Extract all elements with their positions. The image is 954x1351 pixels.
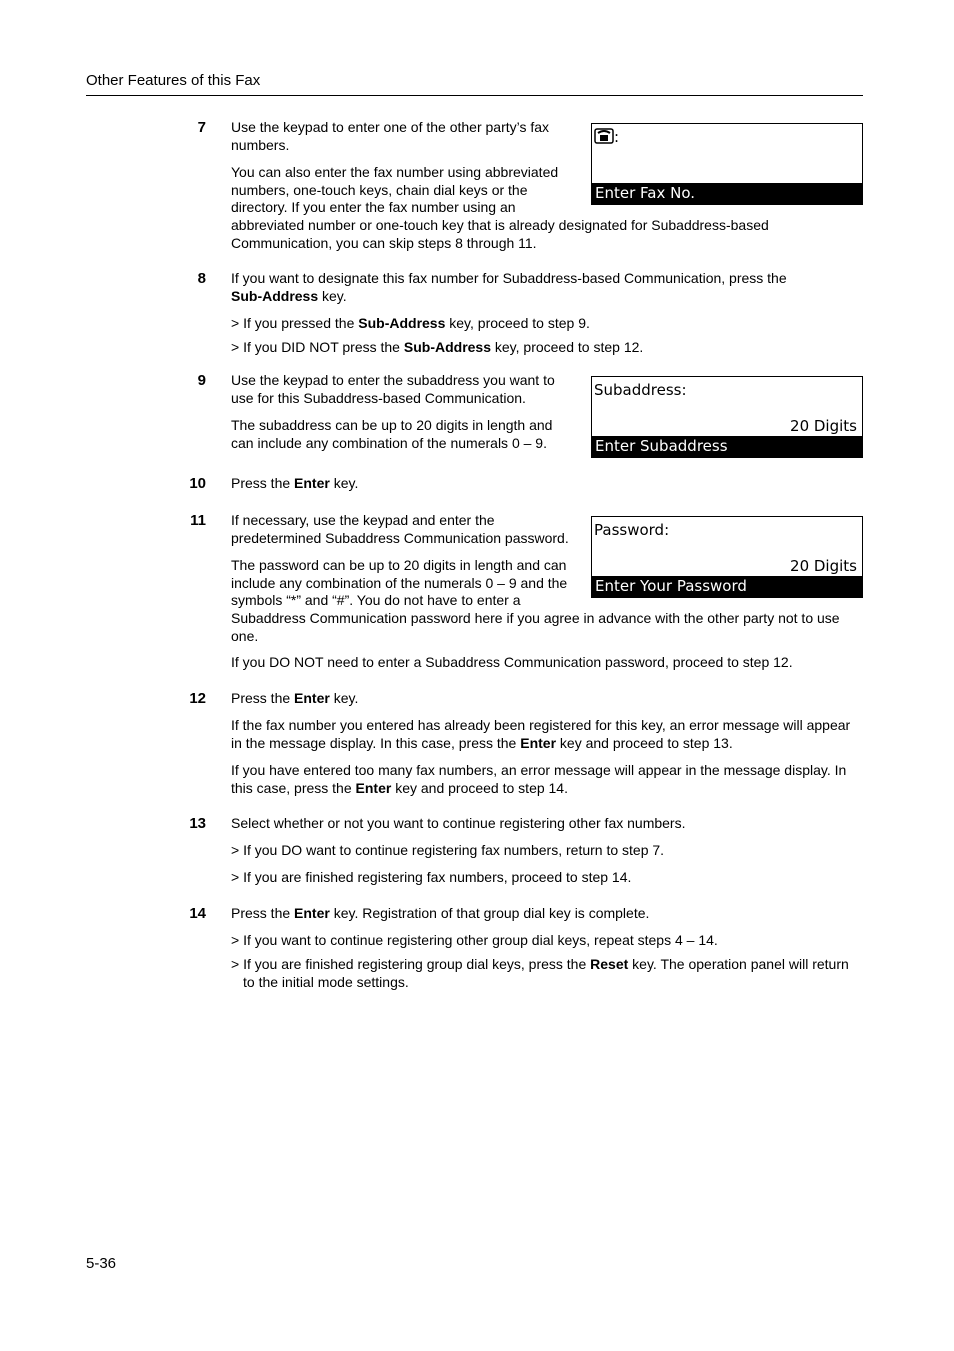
- step-number: 9: [197, 372, 206, 389]
- step-text: abbreviated number or one-touch key that is already designated for Subaddress-based Communication, you can skip steps 8 through 11.: [231, 217, 769, 251]
- lcd-status-bar: Enter Subaddress: [592, 436, 862, 457]
- header-title: Other Features of this Fax: [86, 72, 261, 89]
- lcd-status-bar: Enter Fax No.: [592, 183, 862, 204]
- step-number: 10: [189, 475, 206, 492]
- lcd-label: Subaddress:: [594, 381, 687, 399]
- step-text: You can also enter the fax number using abbreviated numbers, one-touch keys, chain dial keys or the directory. If you enter the fax number using an: [231, 164, 559, 215]
- page-header: [86, 72, 863, 96]
- step-text: If you DO NOT need to enter a Subaddress Communication password, proceed to step 12.: [231, 654, 793, 670]
- lcd-status-bar: Enter Your Password: [592, 576, 862, 597]
- phone-icon: [594, 128, 614, 148]
- lcd-digits: 20 Digits: [790, 417, 857, 435]
- step-text: Press the Enter key. Registration of that group dial key is complete.: [231, 905, 650, 921]
- step-number: 14: [189, 905, 206, 922]
- step-text: Press the Enter key.: [231, 475, 359, 491]
- step-text: Subaddress Communication password here if you agree in advance with the other party not to use one.: [231, 610, 840, 644]
- step-option: > If you DID NOT press the Sub-Address key, proceed to step 12.: [231, 339, 644, 355]
- step-text: The subaddress can be up to 20 digits in length and can include any combination of the numerals 0 – 9.: [231, 417, 553, 451]
- lcd-subaddress: [591, 376, 863, 458]
- step-text: Press the Enter key.: [231, 690, 359, 706]
- step-number: 7: [197, 119, 206, 136]
- page-number: 5-36: [86, 1255, 117, 1272]
- step-text: The password can be up to 20 digits in length and can include any combination of the numerals 0 – 9 and the symbols “*” and “#”. You do not have to enter a: [231, 557, 568, 608]
- step-text: If the fax number you entered has already been registered for this key, an error message will appear in the message display. In this case, press the Enter key and proceed to step 13.: [231, 717, 851, 751]
- step-option: > If you are finished registering fax numbers, proceed to step 14.: [231, 869, 632, 885]
- step-option: > If you DO want to continue registering fax numbers, return to step 7.: [231, 842, 665, 858]
- step-text: If necessary, use the keypad and enter the predetermined Subaddress Communication password.: [231, 512, 569, 546]
- step-text: If you have entered too many fax numbers, an error message will appear in the message display. In this case, press the Enter key and proceed to step 14.: [231, 762, 847, 796]
- step-text: Use the keypad to enter one of the other party’s fax numbers.: [231, 119, 550, 153]
- step-option: > If you want to continue registering other group dial keys, repeat steps 4 – 14.: [231, 932, 718, 948]
- step-option: > If you pressed the Sub-Address key, proceed to step 9.: [231, 315, 590, 331]
- lcd-colon: :: [614, 128, 620, 146]
- step-number: 13: [189, 815, 206, 832]
- step-number: 11: [190, 512, 206, 529]
- step-text: Use the keypad to enter the subaddress you want to use for this Subaddress-based Communication.: [231, 372, 555, 406]
- lcd-password: [591, 516, 863, 598]
- step-number: 12: [189, 690, 206, 707]
- lcd-fax-number: [591, 123, 863, 205]
- step-text: If you want to designate this fax number for Subaddress-based Communication, press the Sub-Address key.: [231, 270, 787, 304]
- step-number: 8: [197, 270, 206, 287]
- step-text: Select whether or not you want to continue registering other fax numbers.: [231, 815, 686, 831]
- lcd-label: Password:: [594, 521, 670, 539]
- step-option: > If you are finished registering group dial keys, press the Reset key. The operation panel will return to the initial mode settings.: [231, 956, 849, 990]
- lcd-digits: 20 Digits: [790, 557, 857, 575]
